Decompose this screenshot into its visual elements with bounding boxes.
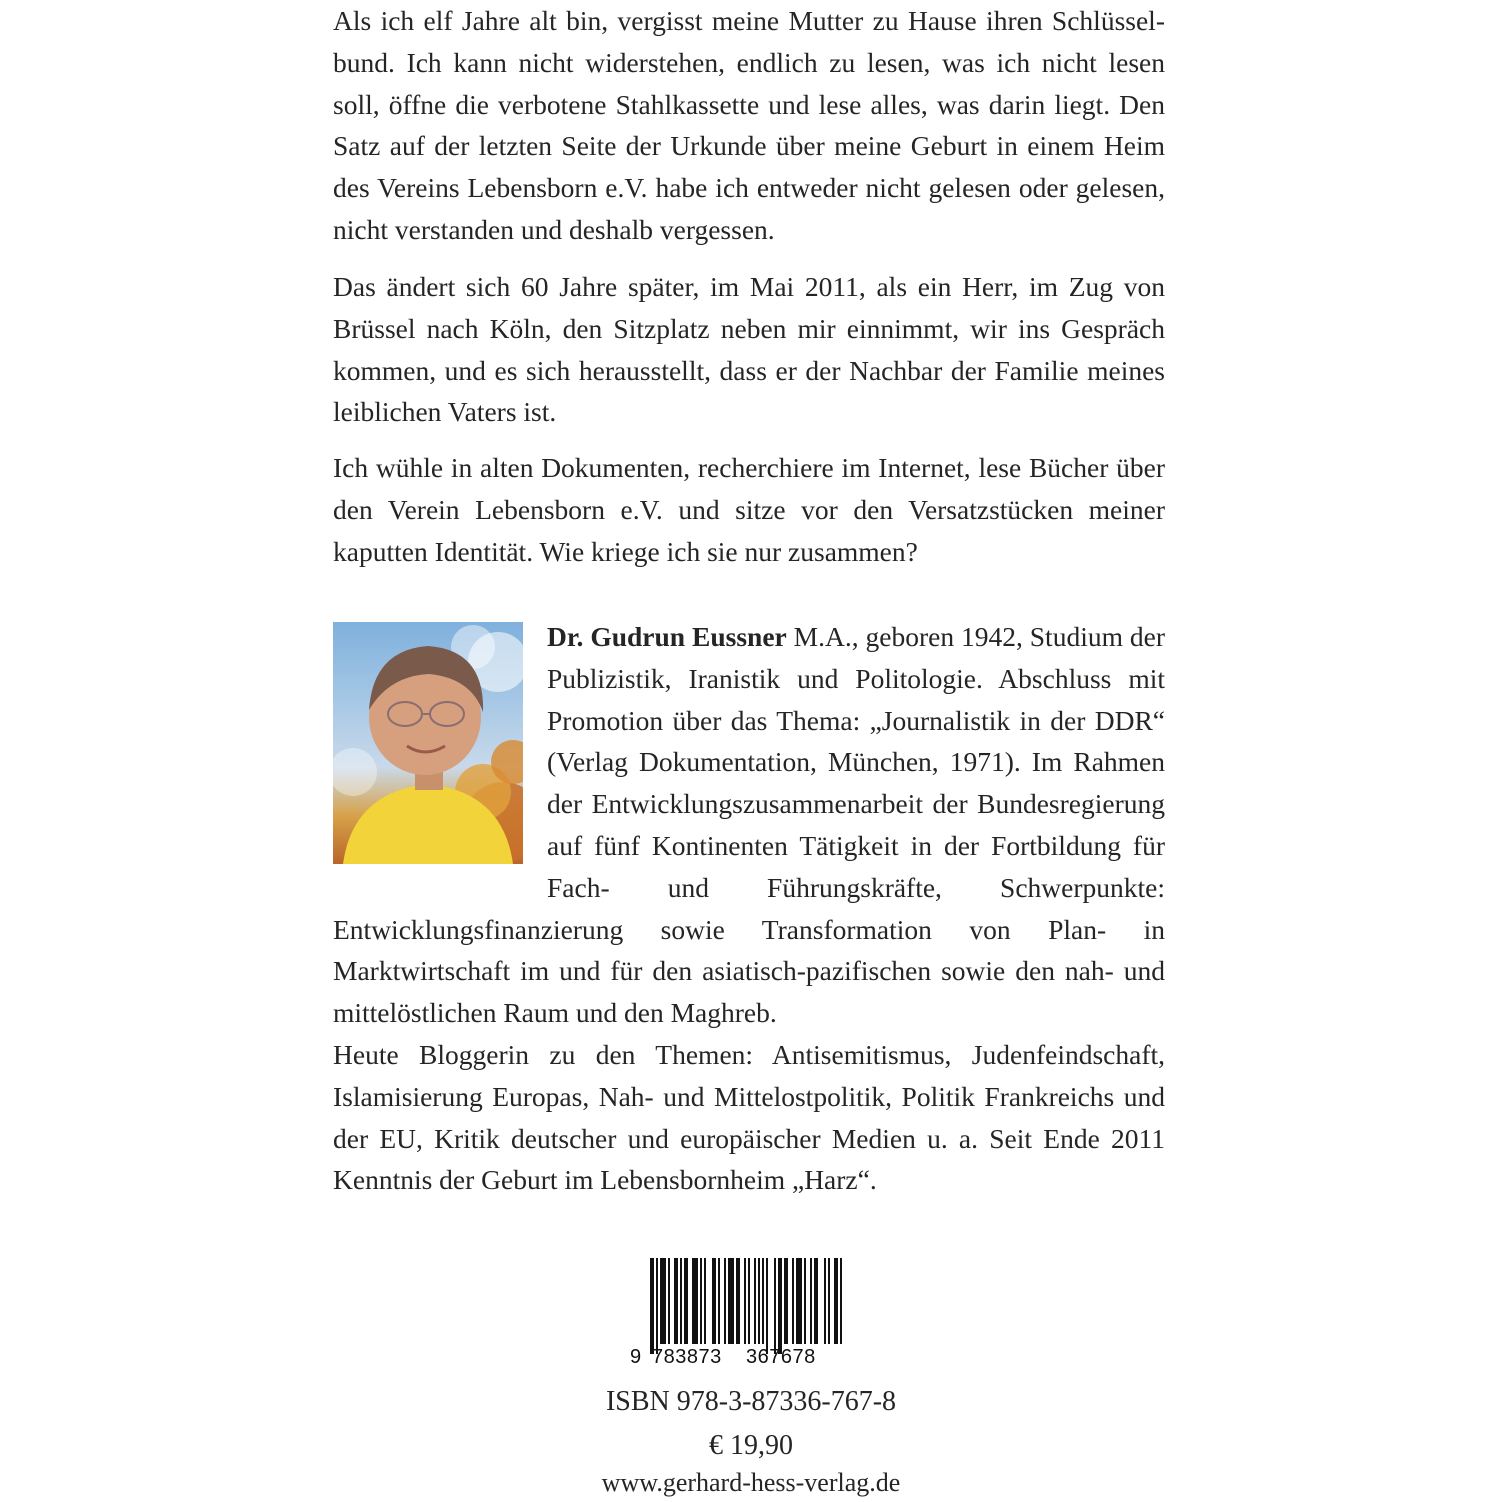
barcode-bar	[712, 1258, 716, 1344]
barcode-bar	[758, 1258, 760, 1344]
barcode-bar	[668, 1258, 670, 1344]
price: € 19,90	[709, 1430, 793, 1461]
barcode-bar	[762, 1258, 764, 1344]
barcode-bar	[792, 1258, 794, 1344]
barcode-bar	[656, 1258, 658, 1354]
isbn-barcode	[630, 1258, 844, 1374]
barcode-digits	[630, 1346, 844, 1370]
barcode-bar	[724, 1258, 726, 1344]
barcode-bar	[828, 1258, 830, 1344]
author-bio	[333, 616, 1165, 1201]
barcode-digit-group-1: 783873	[652, 1346, 722, 1368]
barcode-bar	[728, 1258, 734, 1344]
barcode-bar	[778, 1258, 782, 1354]
barcode-bar	[814, 1258, 818, 1344]
publisher-url: www.gerhard-hess-verlag.de	[601, 1468, 901, 1497]
barcode-bar	[704, 1258, 706, 1344]
barcode-bar	[810, 1258, 812, 1344]
barcode-bar	[840, 1258, 842, 1344]
barcode-digit-group-2: 367678	[746, 1346, 816, 1368]
blurb-paragraph-2: Das ändert sich 60 Jahre später, im Mai 2011, als ein Herr, im Zug von Brüssel nach Köln, den Sitzplatz neben mir einnimmt, wir ins Gespräch kommen, und es sich herausstellt, dass er der Nachbar der Familie meines leiblichen Vaters ist.	[333, 271, 1165, 428]
blurb-paragraph-3: Ich wühle in alten Dokumenten, recherchiere im Internet, lese Bücher über den Verein Lebensborn e.V. und sitze vor den Versatzstücken meiner kaputten Identität. Wie kriege ich sie nur zusammen?	[333, 452, 1165, 567]
barcode-bar	[674, 1258, 678, 1344]
barcode-bar	[650, 1258, 654, 1354]
barcode-bar	[804, 1258, 806, 1344]
blurb-paragraph-1: Als ich elf Jahre alt bin, vergisst meine Mutter zu Hause ihren Schlüsselbund. Ich kann nicht widerstehen, endlich zu lesen, was ich nicht lesen soll, öffne die verbotene Stahlkassette und lese alles, was darin liegt. Den Satz auf der letzten Seite der Urkunde über meine Geburt in einem Heim des Vereins Lebensborn e.V. habe ich entweder nicht gelesen oder gelesen, nicht verstanden und deshalb vergessen.	[333, 5, 1165, 245]
barcode-bar	[754, 1258, 756, 1344]
barcode-bar	[680, 1258, 682, 1344]
isbn-number: ISBN 978-3-87336-767-8	[605, 1386, 897, 1417]
barcode-bar	[748, 1258, 750, 1344]
barcode-bar	[824, 1258, 826, 1344]
barcode-bar	[796, 1258, 802, 1344]
barcode-digit-first: 9	[630, 1346, 642, 1368]
barcode-bar	[834, 1258, 838, 1344]
author-name: Dr. Gudrun Eussner	[547, 621, 787, 652]
barcode-bar	[744, 1258, 746, 1344]
barcode-bar	[684, 1258, 688, 1344]
barcode-bar	[660, 1258, 666, 1344]
author-photo	[333, 622, 523, 864]
author-bio-text: M.A., geboren 1942, Studium der Publizistik, Iranistik und Politologie. Abschluss mit Promotion über das Thema: „Journalistik in der DDR“ (Verlag Dokumentation, München, 1971). Im Rahmen der Entwicklungszusammenarbeit der Bundesregierung auf fünf Kontinenten Tätigkeit in der Fortbildung für Fach- und Führungskräfte, Schwerpunkte: Entwicklungsfinanzierung sowie Transformation von Plan- in Marktwirtschaft im und für den asiatisch-pazifischen sowie den nah- und mittelöstlichen Raum und den Maghreb.	[333, 621, 1165, 1029]
author-portrait-image	[333, 622, 523, 864]
barcode-bar	[774, 1258, 776, 1354]
barcode-bar	[700, 1258, 702, 1344]
barcode-bar	[692, 1258, 698, 1344]
author-blog-text: Heute Bloggerin zu den Themen: Antisemitismus, Judenfeindschaft, Islamisierung Europas, Nah- und Mittelostpolitik, Politik Frankreichs und der EU, Kritik deutscher und europäischer Medien u. a. Seit Ende 2011 Kenntnis der Geburt im Lebensbornheim „Harz“.	[333, 1038, 1165, 1196]
barcode-bar	[784, 1258, 788, 1344]
barcode-bar	[766, 1258, 768, 1354]
barcode-bar	[718, 1258, 720, 1344]
barcode-bar	[736, 1258, 740, 1344]
